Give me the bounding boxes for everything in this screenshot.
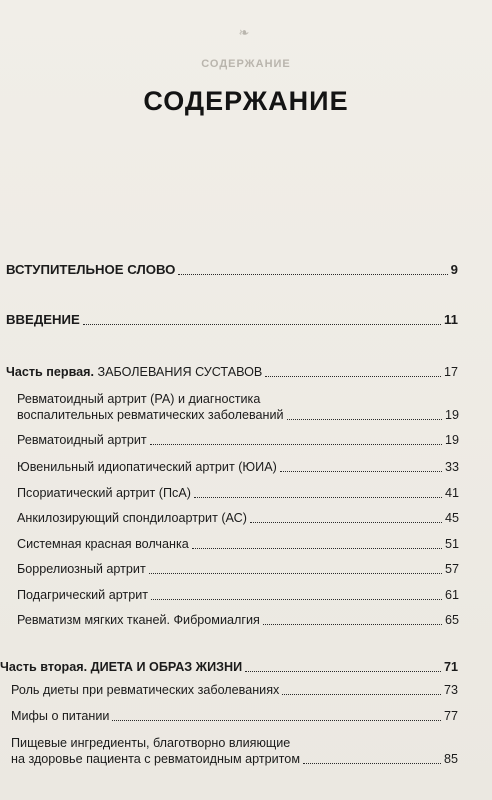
dot-leader: [250, 522, 442, 523]
toc-page-number: 51: [444, 537, 459, 551]
toc-page-number: 85: [443, 752, 458, 766]
dot-leader: [83, 324, 441, 325]
toc-label-line: Ревматоидный артрит (РА) и диагностика: [17, 392, 261, 406]
toc-page-number: 77: [443, 709, 458, 723]
toc-entry-sle[interactable]: [17, 536, 459, 552]
page-title: СОДЕРЖАНИЕ: [143, 86, 349, 116]
part-prefix: Часть вторая.: [0, 660, 88, 674]
toc-label: Системная красная волчанка: [17, 537, 189, 551]
dot-leader: [265, 376, 441, 377]
toc-label: Ревматоидный артрит: [17, 433, 147, 447]
dot-leader: [194, 497, 442, 498]
toc-label-line: Пищевые ингредиенты, благотворно влияющие: [11, 736, 291, 750]
toc-label: Подагрический артрит: [17, 588, 149, 602]
toc-page-number: 61: [444, 588, 459, 602]
toc-page-number: 41: [444, 486, 459, 500]
toc-entry-intro-word[interactable]: [6, 262, 458, 278]
toc-label: Ювенильный идиопатический артрит (ЮИА): [17, 460, 277, 474]
toc-page-number: 45: [444, 511, 459, 525]
toc-entry-part-two[interactable]: [0, 659, 458, 675]
toc-entry-borreliosis[interactable]: [17, 561, 459, 577]
toc-entry-nutrition-myths[interactable]: [11, 708, 458, 724]
toc-label: Мифы о питании: [11, 709, 110, 723]
toc-entry-as[interactable]: [17, 510, 459, 526]
toc-page-number: 17: [443, 365, 458, 379]
toc-label: Боррелиозный артрит: [17, 562, 146, 576]
toc-entry-jia[interactable]: [17, 459, 459, 475]
toc-label: [0, 659, 242, 675]
toc-entry-diet-role[interactable]: [11, 682, 458, 698]
toc-entry-ra-diagnostics[interactable]: [17, 391, 459, 423]
dot-leader: [149, 573, 442, 574]
toc-page-number: 19: [444, 433, 459, 447]
toc-label: ВВЕДЕНИЕ: [6, 312, 80, 327]
toc-page-number: 65: [444, 613, 459, 627]
running-header: СОДЕРЖАНИЕ: [201, 58, 291, 70]
dot-leader: [178, 274, 447, 275]
toc-label-line: на здоровье пациента с ревматоидным артритом: [11, 752, 300, 766]
dot-leader: [263, 624, 442, 625]
toc-entry-part-one[interactable]: [6, 364, 458, 380]
toc-label-line: воспалительных ревматических заболеваний: [17, 408, 284, 422]
dot-leader: [151, 599, 442, 600]
toc-label: Псориатический артрит (ПсА): [17, 486, 191, 500]
dot-leader: [245, 671, 441, 672]
toc-page-number: 73: [443, 683, 458, 697]
toc-label: [6, 364, 262, 380]
dot-leader: [280, 471, 442, 472]
toc-entry-fibromyalgia[interactable]: [17, 612, 459, 628]
toc-page-number: 11: [444, 312, 458, 327]
ornament-icon: ❧: [238, 26, 250, 41]
toc-page-number: 57: [444, 562, 459, 576]
toc-entry-psa[interactable]: [17, 485, 459, 501]
toc-entry-introduction[interactable]: [6, 312, 458, 328]
dot-leader: [150, 444, 442, 445]
toc-label: Роль диеты при ревматических заболеваниях: [11, 683, 280, 697]
toc-entry-gout[interactable]: [17, 587, 459, 603]
dot-leader: [303, 763, 441, 764]
part-name: ЗАБОЛЕВАНИЯ СУСТАВОВ: [97, 365, 263, 379]
toc-label: ВСТУПИТЕЛЬНОЕ СЛОВО: [6, 262, 176, 277]
part-name: ДИЕТА И ОБРАЗ ЖИЗНИ: [90, 660, 243, 674]
dot-leader: [192, 548, 442, 549]
toc-label: Анкилозирующий спондилоартрит (АС): [17, 511, 247, 525]
toc-page-number: 33: [444, 460, 459, 474]
dot-leader: [287, 419, 442, 420]
toc-page-number: 71: [443, 660, 458, 674]
toc-entry-food-ingredients[interactable]: [11, 735, 458, 767]
toc-page-number: 19: [444, 408, 459, 422]
toc-entry-ra[interactable]: [17, 432, 459, 448]
dot-leader: [282, 694, 441, 695]
toc-page-number: 9: [450, 262, 458, 277]
dot-leader: [112, 720, 441, 721]
toc-label: Ревматизм мягких тканей. Фибромиалгия: [17, 613, 260, 627]
part-prefix: Часть первая.: [6, 365, 94, 379]
